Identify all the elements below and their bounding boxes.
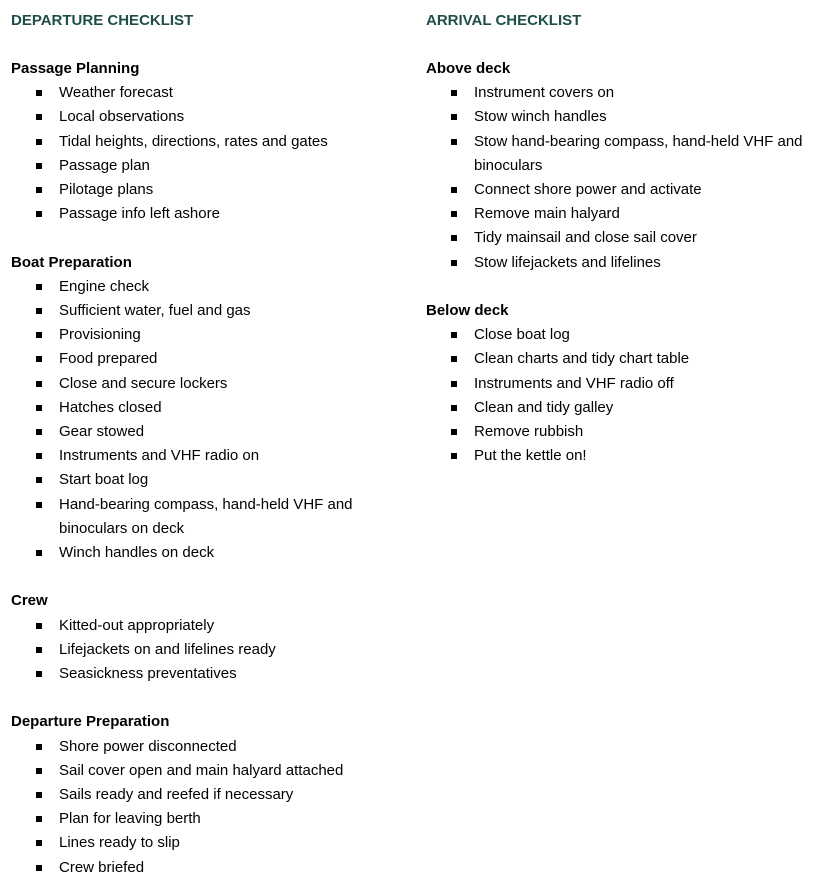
- square-bullet-icon: [36, 792, 42, 798]
- checklist-item-label: Clean charts and tidy chart table: [474, 350, 690, 368]
- checklist-item-label: Instruments and VHF radio on: [59, 447, 260, 465]
- checklist-item: [11, 81, 406, 105]
- checklist-item-label: Local observations: [59, 108, 185, 126]
- square-bullet-icon: [451, 235, 457, 241]
- checklist-item: [426, 105, 821, 129]
- spacer: [426, 275, 821, 299]
- checklist-item-label: Tidal heights, directions, rates and gates: [59, 132, 328, 150]
- checklist-item-label: Put the kettle on!: [474, 447, 587, 465]
- square-bullet-icon: [36, 865, 42, 871]
- checklist-item: [426, 420, 821, 444]
- checklist-item: [11, 807, 406, 831]
- checklist-item-label: Sufficient water, fuel and gas: [59, 301, 251, 319]
- checklist-item-label: Hand-bearing compass, hand-held VHF and binoculars on deck: [59, 495, 353, 537]
- square-bullet-icon: [36, 502, 42, 508]
- checklist-crew: [11, 614, 406, 687]
- checklist-item-label: Stow winch handles: [474, 108, 607, 126]
- checklist-item-label: Engine check: [59, 277, 150, 295]
- square-bullet-icon: [451, 211, 457, 217]
- checklist-item: [11, 856, 406, 880]
- square-bullet-icon: [451, 260, 457, 266]
- checklist-boat-preparation: [11, 275, 406, 565]
- square-bullet-icon: [36, 477, 42, 483]
- checklist-item-label: Sails ready and reefed if necessary: [59, 785, 294, 803]
- checklist-item: [11, 178, 406, 202]
- section-heading-passage-planning: Passage Planning: [11, 60, 140, 77]
- square-bullet-icon: [451, 381, 457, 387]
- checklist-item-label: Close boat log: [474, 326, 570, 344]
- square-bullet-icon: [36, 840, 42, 846]
- checklist-item-label: Instruments and VHF radio off: [474, 374, 674, 392]
- checklist-item-label: Winch handles on deck: [59, 544, 215, 562]
- checklist-item: [426, 226, 821, 250]
- checklist-item: [11, 783, 406, 807]
- section-heading-boat-preparation: Boat Preparation: [11, 253, 132, 271]
- square-bullet-icon: [36, 114, 42, 120]
- checklist-item: [11, 396, 406, 420]
- spacer: [11, 33, 406, 57]
- checklist-item: [11, 759, 406, 783]
- checklist-item: [11, 468, 406, 492]
- square-bullet-icon: [36, 139, 42, 145]
- checklist-item: [426, 130, 821, 178]
- square-bullet-icon: [36, 453, 42, 459]
- checklist-item-label: Stow hand-bearing compass, hand-held VHF and binoculars: [474, 132, 803, 174]
- checklist-item: [426, 81, 821, 105]
- square-bullet-icon: [36, 332, 42, 338]
- checklist-item-label: Food prepared: [59, 350, 158, 368]
- checklist-item-label: Pilotage plans: [59, 181, 154, 198]
- checklist-item-label: Provisioning: [59, 326, 141, 344]
- departure-sections: [11, 57, 406, 880]
- square-bullet-icon: [36, 647, 42, 653]
- square-bullet-icon: [451, 429, 457, 435]
- checklist-item: [426, 251, 821, 275]
- square-bullet-icon: [451, 453, 457, 459]
- checklist-item-label: Kitted-out appropriately: [59, 616, 215, 634]
- checklist-item: [11, 420, 406, 444]
- checklist-item-label: Seasickness preventatives: [59, 665, 237, 682]
- checklist-item: [426, 178, 821, 202]
- checklist-item: [11, 662, 406, 686]
- checklist-item: [11, 275, 406, 299]
- checklist-item-label: Passage plan: [59, 156, 150, 174]
- checklist-item-label: Crew briefed: [59, 858, 145, 876]
- checklist-departure-preparation: [11, 735, 406, 880]
- checklist-item-label: Stow lifejackets and lifelines: [474, 253, 661, 271]
- square-bullet-icon: [451, 405, 457, 411]
- square-bullet-icon: [451, 114, 457, 120]
- checklist-item-label: Remove main halyard: [474, 205, 620, 223]
- checklist-item: [426, 202, 821, 226]
- arrival-checklist-title: ARRIVAL CHECKLIST: [426, 12, 582, 29]
- square-bullet-icon: [36, 90, 42, 96]
- departure-checklist: [11, 9, 406, 880]
- section-heading-departure-preparation: Departure Preparation: [11, 713, 170, 731]
- section-heading-above-deck: Above deck: [426, 60, 511, 77]
- section-heading-crew: Crew: [11, 592, 48, 610]
- square-bullet-icon: [451, 356, 457, 362]
- arrival-checklist: [426, 9, 821, 468]
- departure-checklist-title: DEPARTURE CHECKLIST: [11, 12, 194, 29]
- square-bullet-icon: [36, 187, 42, 193]
- checklist-item: [11, 493, 406, 541]
- checklist-item: [426, 396, 821, 420]
- spacer: [426, 33, 821, 57]
- checklist-item: [11, 638, 406, 662]
- checklist-item: [11, 614, 406, 638]
- section-heading-below-deck: Below deck: [426, 302, 509, 319]
- checklist-item-label: Connect shore power and activate: [474, 181, 702, 198]
- square-bullet-icon: [36, 356, 42, 362]
- square-bullet-icon: [36, 284, 42, 290]
- square-bullet-icon: [36, 381, 42, 387]
- checklist-item: [11, 347, 406, 371]
- checklist-item-label: Passage info left ashore: [59, 205, 220, 223]
- square-bullet-icon: [36, 308, 42, 314]
- checklist-item: [426, 323, 821, 347]
- checklist-item: [11, 372, 406, 396]
- square-bullet-icon: [36, 671, 42, 677]
- square-bullet-icon: [36, 211, 42, 217]
- checklist-item-label: Close and secure lockers: [59, 374, 228, 392]
- checklist-item-label: Tidy mainsail and close sail cover: [474, 229, 697, 247]
- spacer: [11, 226, 406, 250]
- checklist-item: [426, 444, 821, 468]
- square-bullet-icon: [36, 816, 42, 822]
- square-bullet-icon: [36, 163, 42, 169]
- square-bullet-icon: [36, 744, 42, 750]
- spacer: [11, 686, 406, 710]
- checklist-item-label: Shore power disconnected: [59, 737, 237, 755]
- checklist-item: [11, 299, 406, 323]
- checklist-item-label: Gear stowed: [59, 423, 145, 440]
- arrival-sections: [426, 57, 821, 468]
- checklist-item-label: Plan for leaving berth: [59, 810, 201, 828]
- square-bullet-icon: [36, 550, 42, 556]
- checklist-passage-planning: [11, 81, 406, 226]
- square-bullet-icon: [36, 768, 42, 774]
- checklist-item: [11, 831, 406, 855]
- checklist-item-label: Start boat log: [59, 471, 149, 489]
- checklist-item: [11, 444, 406, 468]
- checklist-item: [426, 372, 821, 396]
- checklist-item: [11, 154, 406, 178]
- checklist-item: [11, 541, 406, 565]
- checklist-item-label: Hatches closed: [59, 398, 162, 416]
- checklist-item: [11, 323, 406, 347]
- checklist-above-deck: [426, 81, 821, 275]
- square-bullet-icon: [36, 429, 42, 435]
- square-bullet-icon: [451, 187, 457, 193]
- checklist-item-label: Weather forecast: [59, 84, 173, 102]
- square-bullet-icon: [451, 332, 457, 338]
- checklist-item: [11, 130, 406, 154]
- checklist-item-label: Instrument covers on: [474, 84, 615, 102]
- square-bullet-icon: [451, 90, 457, 96]
- checklist-item-label: Sail cover open and main halyard attached: [59, 761, 344, 779]
- checklist-item: [11, 105, 406, 129]
- checklist-item: [426, 347, 821, 371]
- checklist-item: [11, 735, 406, 759]
- checklist-item: [11, 202, 406, 226]
- checklist-below-deck: [426, 323, 821, 468]
- spacer: [11, 565, 406, 589]
- square-bullet-icon: [451, 139, 457, 145]
- square-bullet-icon: [36, 623, 42, 629]
- square-bullet-icon: [36, 405, 42, 411]
- checklist-item-label: Lifejackets on and lifelines ready: [59, 640, 276, 658]
- checklist-item-label: Remove rubbish: [474, 423, 584, 440]
- checklist-item-label: Lines ready to slip: [59, 834, 180, 852]
- checklist-item-label: Clean and tidy galley: [474, 398, 614, 416]
